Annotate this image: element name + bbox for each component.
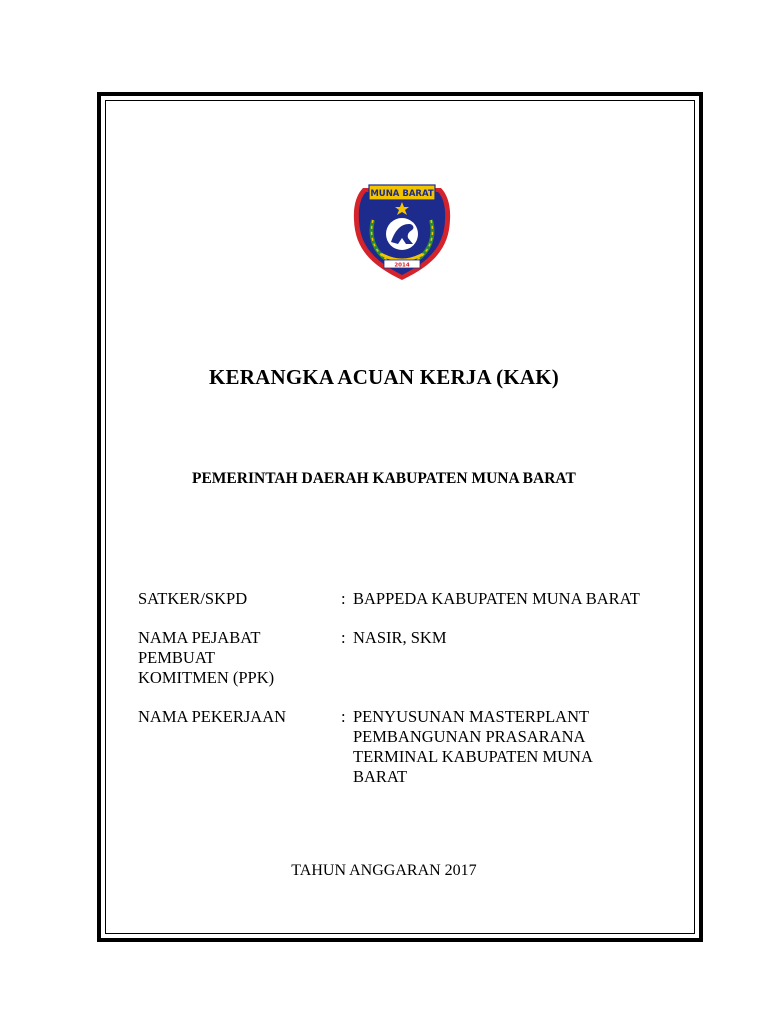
muna-barat-coat-of-arms-icon (351, 180, 453, 282)
field-value (353, 707, 653, 787)
label-line: KOMITMEN (PPK) (138, 668, 275, 687)
field-label (138, 628, 328, 688)
field-value (353, 628, 653, 648)
field-label (138, 707, 328, 727)
value-line: BAPPEDA KABUPATEN MUNA BARAT (353, 589, 640, 608)
document-title: KERANGKA ACUAN KERJA (KAK) (209, 365, 559, 389)
label-line: PEMBUAT (138, 648, 216, 667)
field-colon: : (341, 707, 346, 726)
field-label (138, 589, 328, 609)
field-colon: : (341, 628, 346, 647)
value-line: PEMBANGUNAN PRASARANA (353, 727, 586, 746)
label-line: SATKER/SKPD (138, 589, 248, 608)
label-line: NAMA PEJABAT (138, 628, 261, 647)
value-line: NASIR, SKM (353, 628, 447, 647)
value-line: TERMINAL KABUPATEN MUNA (353, 747, 593, 766)
emblem-banner-text: MUNA BARAT (370, 189, 434, 199)
budget-year: TAHUN ANGGARAN 2017 (291, 862, 477, 879)
label-line: NAMA PEKERJAAN (138, 707, 287, 726)
value-line: PENYUSUNAN MASTERPLANT (353, 707, 590, 726)
emblem-year-text: 2014 (394, 262, 410, 269)
field-value (353, 589, 653, 609)
field-colon: : (341, 589, 346, 608)
document-subtitle: PEMERINTAH DAERAH KABUPATEN MUNA BARAT (192, 470, 576, 487)
value-line: BARAT (353, 767, 408, 786)
